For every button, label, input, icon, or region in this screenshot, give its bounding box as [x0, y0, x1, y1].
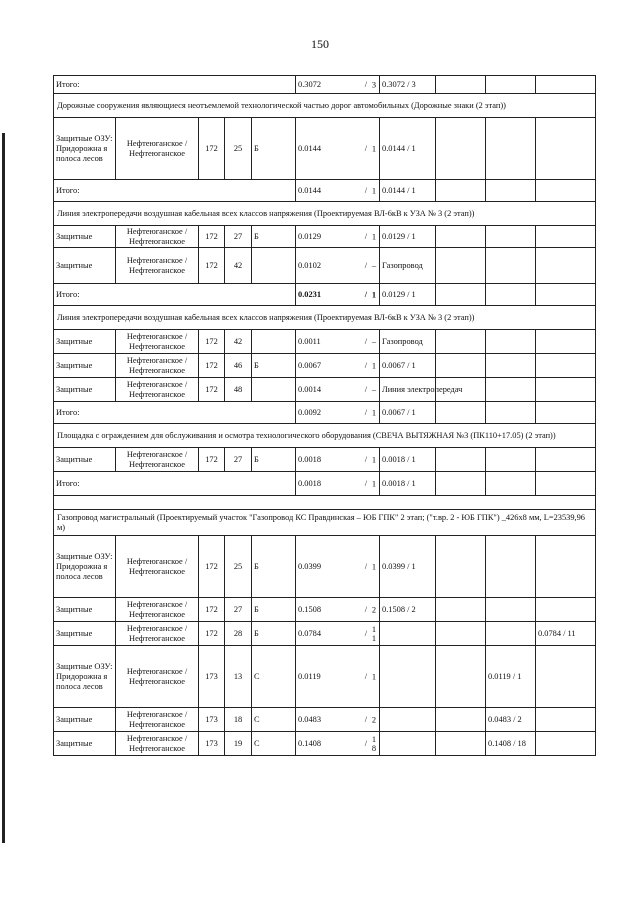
section-title: Дорожные сооружения являющиеся неотъемлемой технологической частью дорог автомобильных (Дорожные знаки (2 этап))	[54, 94, 596, 118]
plot-count: 1 8	[371, 734, 377, 753]
section-header-row	[54, 510, 596, 536]
section-header-row	[54, 202, 596, 226]
area-value: 0.0067	[298, 360, 322, 370]
area-value: 0.0092	[298, 407, 322, 417]
result-col-1	[380, 622, 436, 646]
margin-bar	[2, 133, 5, 843]
result-col-4	[536, 118, 596, 180]
area-count-cell	[296, 472, 380, 496]
plot-count: 1	[371, 290, 377, 299]
table-row	[54, 118, 596, 180]
category-letter: Б	[252, 226, 296, 248]
area-slash: /	[364, 143, 368, 153]
allotment-number: 13	[225, 646, 252, 708]
area-slash: /	[364, 478, 368, 488]
forest-category: Защитные ОЗУ: Придорожна я полоса лесов	[54, 646, 116, 708]
area-count-cell	[296, 448, 380, 472]
forest-category: Защитные	[54, 598, 116, 622]
result-col-1: 0.0067 / 1	[380, 354, 436, 378]
table-row	[54, 378, 596, 402]
total-result: 0.3072 / 3	[380, 76, 436, 94]
area-slash: /	[364, 336, 368, 346]
quarter-number: 172	[199, 598, 225, 622]
allotment-number: 25	[225, 536, 252, 598]
total-label: Итого:	[54, 76, 296, 94]
forest-category: Защитные	[54, 732, 116, 756]
category-letter: С	[252, 646, 296, 708]
area-count-cell	[296, 118, 380, 180]
result-col-3: 0.0483 / 2	[486, 708, 536, 732]
table-row	[54, 646, 596, 708]
result-col-2	[436, 354, 486, 378]
empty-cell	[486, 472, 536, 496]
result-col-2	[436, 330, 486, 354]
total-row	[54, 180, 596, 202]
quarter-number: 172	[199, 536, 225, 598]
area-slash: /	[364, 604, 368, 614]
result-col-3	[486, 118, 536, 180]
category-letter: С	[252, 732, 296, 756]
forestry-name: Нефтеюганское / Нефтеюганское	[116, 354, 199, 378]
result-col-1: 0.0399 / 1	[380, 536, 436, 598]
area-slash: /	[364, 289, 368, 299]
area-count-cell	[296, 284, 380, 306]
forest-category: Защитные	[54, 708, 116, 732]
forestry-name: Нефтеюганское / Нефтеюганское	[116, 708, 199, 732]
area-slash: /	[364, 738, 368, 748]
allotment-number: 27	[225, 448, 252, 472]
section-header-row	[54, 306, 596, 330]
quarter-number: 172	[199, 448, 225, 472]
forest-category: Защитные	[54, 248, 116, 284]
table-row	[54, 448, 596, 472]
forest-category: Защитные	[54, 448, 116, 472]
empty-cell	[536, 284, 596, 306]
result-col-4	[536, 646, 596, 708]
area-count-cell	[296, 708, 380, 732]
result-col-3: 0.1408 / 18	[486, 732, 536, 756]
plot-count: 1	[371, 408, 377, 417]
total-label: Итого:	[54, 284, 296, 306]
result-col-1	[380, 708, 436, 732]
table-row	[54, 622, 596, 646]
area-slash: /	[364, 79, 368, 89]
area-count-cell	[296, 536, 380, 598]
empty-cell	[436, 472, 486, 496]
plot-count: 1	[371, 186, 377, 195]
spacer-cell	[54, 496, 596, 510]
category-letter: Б	[252, 448, 296, 472]
area-value: 0.0018	[298, 454, 322, 464]
quarter-number: 172	[199, 354, 225, 378]
section-header-row	[54, 424, 596, 448]
area-count-cell	[296, 732, 380, 756]
result-col-1: 0.0018 / 1	[380, 448, 436, 472]
quarter-number: 173	[199, 708, 225, 732]
empty-cell	[486, 284, 536, 306]
table-row	[54, 536, 596, 598]
result-col-1: 0.0129 / 1	[380, 226, 436, 248]
table-row	[54, 330, 596, 354]
plot-count: –	[371, 385, 377, 394]
area-count-cell	[296, 248, 380, 284]
area-value: 0.0129	[298, 231, 322, 241]
plot-count: 1	[371, 455, 377, 464]
result-col-2	[436, 598, 486, 622]
result-col-4	[536, 330, 596, 354]
total-label: Итого:	[54, 472, 296, 496]
result-col-2	[436, 536, 486, 598]
quarter-number: 173	[199, 646, 225, 708]
area-slash: /	[364, 260, 368, 270]
result-col-4	[536, 598, 596, 622]
result-col-3	[486, 330, 536, 354]
area-slash: /	[364, 561, 368, 571]
result-col-4	[536, 226, 596, 248]
table-row	[54, 248, 596, 284]
forestry-name: Нефтеюганское / Нефтеюганское	[116, 646, 199, 708]
area-value: 0.0483	[298, 714, 322, 724]
empty-cell	[536, 76, 596, 94]
result-col-2	[436, 708, 486, 732]
result-col-2	[436, 118, 486, 180]
empty-cell	[486, 402, 536, 424]
result-col-1: 0.1508 / 2	[380, 598, 436, 622]
total-result: 0.0129 / 1	[380, 284, 436, 306]
forestry-name: Нефтеюганское / Нефтеюганское	[116, 598, 199, 622]
allotment-number: 18	[225, 708, 252, 732]
empty-cell	[486, 76, 536, 94]
area-count-cell	[296, 226, 380, 248]
result-col-3	[486, 622, 536, 646]
table-row	[54, 708, 596, 732]
result-col-1	[380, 646, 436, 708]
quarter-number: 172	[199, 330, 225, 354]
empty-cell	[436, 76, 486, 94]
area-slash: /	[364, 384, 368, 394]
category-letter: С	[252, 708, 296, 732]
area-count-cell	[296, 180, 380, 202]
result-col-3	[486, 536, 536, 598]
area-value: 0.0144	[298, 185, 322, 195]
area-slash: /	[364, 671, 368, 681]
result-col-1: Линия электропередач	[380, 378, 436, 402]
result-col-3	[486, 354, 536, 378]
result-col-2	[436, 622, 486, 646]
table-row	[54, 354, 596, 378]
area-slash: /	[364, 231, 368, 241]
empty-cell	[436, 284, 486, 306]
total-label: Итого:	[54, 180, 296, 202]
area-slash: /	[364, 360, 368, 370]
allotment-number: 46	[225, 354, 252, 378]
forestry-name: Нефтеюганское / Нефтеюганское	[116, 622, 199, 646]
area-count-cell	[296, 646, 380, 708]
total-label: Итого:	[54, 402, 296, 424]
empty-cell	[536, 472, 596, 496]
area-slash: /	[364, 628, 368, 638]
table-row	[54, 598, 596, 622]
allotment-number: 27	[225, 226, 252, 248]
forestry-name: Нефтеюганское / Нефтеюганское	[116, 118, 199, 180]
forest-category: Защитные ОЗУ: Придорожна я полоса лесов	[54, 536, 116, 598]
result-col-3	[486, 598, 536, 622]
area-value: 0.3072	[298, 79, 322, 89]
forestry-name: Нефтеюганское / Нефтеюганское	[116, 536, 199, 598]
allotment-number: 19	[225, 732, 252, 756]
forestry-name: Нефтеюганское / Нефтеюганское	[116, 248, 199, 284]
result-col-3: 0.0119 / 1	[486, 646, 536, 708]
total-row	[54, 472, 596, 496]
area-count-cell	[296, 330, 380, 354]
quarter-number: 172	[199, 118, 225, 180]
plot-count: –	[371, 337, 377, 346]
allotment-number: 27	[225, 598, 252, 622]
plot-count: 1	[371, 361, 377, 370]
area-value: 0.0144	[298, 143, 322, 153]
plot-count: 3	[371, 80, 377, 89]
area-count-cell	[296, 354, 380, 378]
result-col-2	[436, 448, 486, 472]
category-letter: Б	[252, 622, 296, 646]
area-value: 0.0399	[298, 561, 322, 571]
table-row	[54, 732, 596, 756]
quarter-number: 172	[199, 226, 225, 248]
result-col-2	[436, 226, 486, 248]
forest-category: Защитные	[54, 622, 116, 646]
result-col-1	[380, 732, 436, 756]
area-count-cell	[296, 76, 380, 94]
category-letter	[252, 330, 296, 354]
category-letter: Б	[252, 118, 296, 180]
area-value: 0.0119	[298, 671, 321, 681]
result-col-3	[486, 378, 536, 402]
result-col-4	[536, 448, 596, 472]
section-title: Площадка с ограждением для обслуживания и осмотра технологического оборудования (СВЕЧА ВЫТЯЖНАЯ №3 (ПК110+17.05) (2 этап))	[54, 424, 596, 448]
area-count-cell	[296, 598, 380, 622]
allotment-number: 25	[225, 118, 252, 180]
result-col-4: 0.0784 / 11	[536, 622, 596, 646]
plot-count: 1 1	[371, 624, 377, 643]
empty-cell	[486, 180, 536, 202]
category-letter	[252, 378, 296, 402]
plot-count: 1	[371, 562, 377, 571]
plot-count: 1	[371, 479, 377, 488]
section-header-row	[54, 94, 596, 118]
spacer-row	[54, 496, 596, 510]
result-col-3	[486, 448, 536, 472]
result-col-4	[536, 354, 596, 378]
area-slash: /	[364, 454, 368, 464]
quarter-number: 172	[199, 378, 225, 402]
total-row	[54, 402, 596, 424]
allotment-number: 42	[225, 248, 252, 284]
section-title: Линия электропередачи воздушная кабельная всех классов напряжения (Проектируемая ВЛ-6кВ к УЗА № 3 (2 этап))	[54, 202, 596, 226]
forest-category: Защитные	[54, 354, 116, 378]
area-count-cell	[296, 402, 380, 424]
empty-cell	[436, 402, 486, 424]
forest-category: Защитные ОЗУ: Придорожна я полоса лесов	[54, 118, 116, 180]
total-result: 0.0144 / 1	[380, 180, 436, 202]
area-slash: /	[364, 185, 368, 195]
forestry-name: Нефтеюганское / Нефтеюганское	[116, 330, 199, 354]
area-value: 0.0018	[298, 478, 322, 488]
plot-count: 2	[371, 605, 377, 614]
forest-plots-table	[53, 75, 596, 756]
area-value: 0.0011	[298, 336, 321, 346]
plot-count: 1	[371, 232, 377, 241]
area-value: 0.0231	[298, 289, 322, 299]
forestry-name: Нефтеюганское / Нефтеюганское	[116, 378, 199, 402]
forestry-name: Нефтеюганское / Нефтеюганское	[116, 448, 199, 472]
category-letter: Б	[252, 598, 296, 622]
quarter-number: 172	[199, 622, 225, 646]
category-letter	[252, 248, 296, 284]
empty-cell	[436, 180, 486, 202]
category-letter: Б	[252, 354, 296, 378]
area-value: 0.1408	[298, 738, 322, 748]
area-slash: /	[364, 407, 368, 417]
area-value: 0.0102	[298, 260, 322, 270]
total-row	[54, 76, 596, 94]
result-col-4	[536, 378, 596, 402]
section-title: Газопровод магистральный (Проектируемый участок "Газопровод КС Правдинская – ЮБ ГПК" 2 этап; ("т.вр. 2 - ЮБ ГПК") _426х8 мм, L=23539,96 м)	[54, 510, 596, 536]
empty-cell	[536, 180, 596, 202]
forestry-name: Нефтеюганское / Нефтеюганское	[116, 226, 199, 248]
area-value: 0.0014	[298, 384, 322, 394]
page-number: 150	[311, 37, 329, 51]
empty-cell	[536, 402, 596, 424]
total-result: 0.0067 / 1	[380, 402, 436, 424]
forest-category: Защитные	[54, 330, 116, 354]
area-count-cell	[296, 622, 380, 646]
plot-count: 1	[371, 144, 377, 153]
result-col-4	[536, 708, 596, 732]
result-col-4	[536, 536, 596, 598]
quarter-number: 173	[199, 732, 225, 756]
result-col-1: Газопровод	[380, 330, 436, 354]
forestry-name: Нефтеюганское / Нефтеюганское	[116, 732, 199, 756]
result-col-4	[536, 248, 596, 284]
result-col-3	[486, 248, 536, 284]
forest-category: Защитные	[54, 378, 116, 402]
area-count-cell	[296, 378, 380, 402]
total-row	[54, 284, 596, 306]
table-row	[54, 226, 596, 248]
result-col-3	[486, 226, 536, 248]
total-result: 0.0018 / 1	[380, 472, 436, 496]
allotment-number: 48	[225, 378, 252, 402]
section-title: Линия электропередачи воздушная кабельная всех классов напряжения (Проектируемая ВЛ-6кВ к УЗА № 3 (2 этап))	[54, 306, 596, 330]
area-slash: /	[364, 714, 368, 724]
result-col-1: 0.0144 / 1	[380, 118, 436, 180]
result-col-2	[436, 248, 486, 284]
result-col-2	[436, 732, 486, 756]
plot-count: 2	[371, 715, 377, 724]
result-col-2	[436, 646, 486, 708]
plot-count: –	[371, 261, 377, 270]
allotment-number: 42	[225, 330, 252, 354]
plot-count: 1	[371, 672, 377, 681]
area-value: 0.1508	[298, 604, 322, 614]
allotment-number: 28	[225, 622, 252, 646]
result-col-4	[536, 732, 596, 756]
quarter-number: 172	[199, 248, 225, 284]
forest-category: Защитные	[54, 226, 116, 248]
category-letter: Б	[252, 536, 296, 598]
result-col-1: Газопровод	[380, 248, 436, 284]
area-value: 0.0784	[298, 628, 322, 638]
